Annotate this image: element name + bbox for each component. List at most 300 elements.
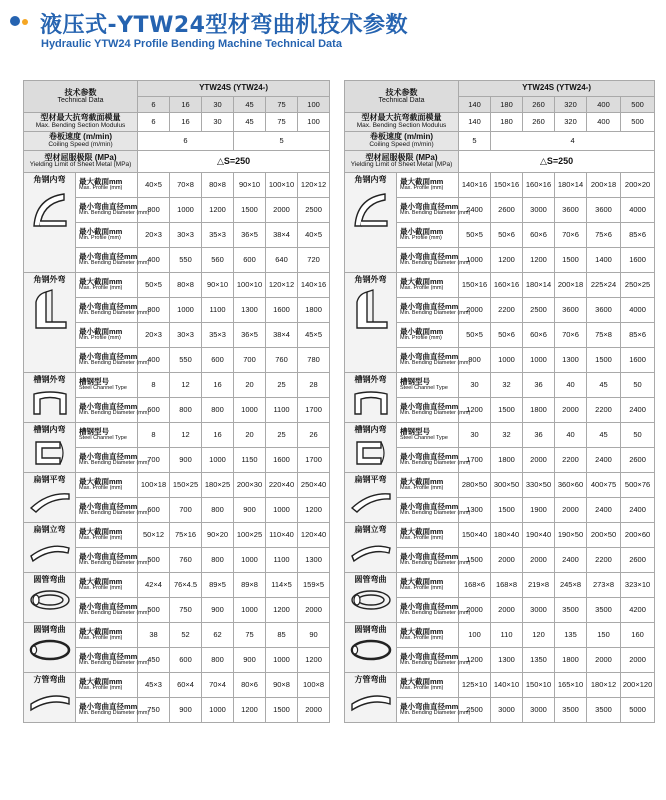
parameter-label — [76, 398, 150, 423]
value-cell: 273×8 — [587, 573, 621, 598]
value-cell: 20 — [234, 423, 266, 448]
speed-label-cn: 卷板速度 (m/min) — [369, 132, 434, 142]
yield-label — [345, 151, 459, 173]
parameter-label — [76, 648, 150, 673]
yield-label-en: Yielding Limit of Sheet Metal (MPa) — [29, 161, 132, 169]
speed-label-cn: 卷板速度 (m/min) — [48, 132, 113, 142]
category-cell — [345, 523, 397, 573]
parameter-label-en: Steel Channel Type — [79, 435, 127, 442]
parameter-label-en: Min. Bending Diameter (mm) — [79, 560, 150, 567]
parameter-label-cn: 最小弯曲直径mm — [400, 602, 459, 612]
angle-out-icon — [345, 288, 396, 330]
speed-label — [24, 132, 138, 151]
value-cell: 28 — [298, 373, 330, 398]
value-cell: 1600 — [621, 348, 655, 373]
parameter-label — [76, 373, 138, 398]
header-label-cn: 技术参数 — [385, 87, 418, 97]
value-cell: 45×3 — [138, 673, 170, 698]
value-cell: 2000 — [555, 498, 587, 523]
model-cell: 30 — [202, 97, 234, 113]
value-cell: 800 — [202, 498, 234, 523]
parameter-label-cn: 最小弯曲直径mm — [79, 502, 138, 512]
parameter-label-en: Max. Profile (mm) — [79, 635, 123, 642]
value-cell: 30 — [459, 423, 491, 448]
model-cell: 500 — [621, 97, 655, 113]
parameter-label-en: Min. Bending Diameter (mm) — [400, 360, 471, 367]
parameter-label-en: Max. Profile (mm) — [79, 685, 123, 692]
model-cell: 75 — [266, 97, 298, 113]
model-cell: 140 — [459, 97, 491, 113]
parameter-label-en: Max. Profile (mm) — [400, 485, 444, 492]
value-cell: 780 — [298, 348, 330, 373]
value-cell: 100×10 — [266, 173, 298, 198]
modulus-cell: 260 — [523, 113, 555, 132]
parameter-label-cn: 最大截面mm — [400, 477, 444, 487]
category-cell — [24, 623, 76, 673]
value-cell: 1500 — [491, 398, 523, 423]
category-name: 扁钢平弯 — [33, 475, 66, 484]
value-cell: 219×8 — [523, 573, 555, 598]
value-cell: 323×10 — [621, 573, 655, 598]
table-row — [345, 423, 655, 448]
speed-label-en: Coiling Speed (m/min) — [369, 140, 434, 148]
value-cell: 400 — [138, 348, 170, 373]
parameter-label-cn: 最小弯曲直径mm — [400, 502, 459, 512]
value-cell: 600 — [138, 498, 170, 523]
value-cell: 120×12 — [298, 173, 330, 198]
parameter-label-cn: 槽钢型号 — [400, 427, 430, 437]
parameter-label-cn: 最小弯曲直径mm — [79, 352, 138, 362]
category-cell — [345, 623, 397, 673]
category-name: 方管弯曲 — [354, 675, 387, 684]
value-cell: 140×16 — [459, 173, 491, 198]
modulus-label — [345, 113, 459, 132]
value-cell: 200×20 — [621, 173, 655, 198]
value-cell: 150 — [587, 623, 621, 648]
value-cell: 1200 — [523, 248, 555, 273]
parameter-label — [397, 573, 459, 598]
value-cell: 125×10 — [459, 673, 491, 698]
value-cell: 160×16 — [523, 173, 555, 198]
category-name: 角钢外弯 — [33, 275, 66, 284]
value-cell: 2500 — [523, 298, 555, 323]
value-cell: 45 — [587, 373, 621, 398]
value-cell: 30×3 — [170, 223, 202, 248]
value-cell: 1200 — [459, 648, 491, 673]
parameter-label-en: Min. Bending Diameter (mm) — [79, 410, 150, 417]
modulus-cell: 16 — [170, 113, 202, 132]
value-cell: 1000 — [266, 648, 298, 673]
value-cell: 1000 — [234, 598, 266, 623]
value-cell: 42×4 — [138, 573, 170, 598]
parameter-label-en: Min. Bending Diameter (mm) — [79, 610, 150, 617]
category-name: 方管弯曲 — [33, 675, 66, 684]
value-cell: 114×5 — [266, 573, 298, 598]
bullet-dot-icon — [22, 19, 28, 25]
yield-cell: △S=250 — [459, 151, 655, 173]
value-cell: 1200 — [298, 498, 330, 523]
model-series-header — [138, 81, 330, 97]
parameter-label-cn: 槽钢型号 — [79, 377, 109, 387]
value-cell: 1000 — [491, 348, 523, 373]
value-cell: 1100 — [266, 398, 298, 423]
parameter-label-en: Min. Bending Diameter (mm) — [79, 510, 150, 517]
parameter-label — [76, 698, 150, 723]
parameter-label-en: Min. Profile (mm) — [79, 235, 121, 242]
parameter-label-en: Max. Profile (mm) — [79, 585, 123, 592]
parameter-label-en: Steel Channel Type — [400, 435, 448, 442]
value-cell: 190×50 — [555, 523, 587, 548]
value-cell: 75×8 — [587, 323, 621, 348]
value-cell: 12 — [170, 423, 202, 448]
value-cell: 600 — [234, 248, 266, 273]
parameter-label — [76, 423, 138, 448]
value-cell: 60×4 — [170, 673, 202, 698]
value-cell: 26 — [298, 423, 330, 448]
value-cell: 3500 — [555, 598, 587, 623]
value-cell: 2000 — [298, 598, 330, 623]
value-cell: 1500 — [491, 498, 523, 523]
parameter-label-cn: 最大截面mm — [400, 277, 444, 287]
model-cell: 260 — [523, 97, 555, 113]
value-cell: 2000 — [621, 648, 655, 673]
value-cell: 1500 — [459, 548, 491, 573]
value-cell: 1700 — [298, 398, 330, 423]
value-cell: 90×10 — [202, 273, 234, 298]
value-cell: 300×50 — [491, 473, 523, 498]
yield-label-en: Yielding Limit of Sheet Metal (MPa) — [350, 161, 453, 169]
square-tube-icon — [345, 688, 396, 712]
value-cell: 760 — [170, 548, 202, 573]
value-cell: 135 — [555, 623, 587, 648]
model-cell: 6 — [138, 97, 170, 113]
parameter-label-en: Min. Bending Diameter (mm) — [400, 460, 471, 467]
value-cell: 85×6 — [621, 223, 655, 248]
value-cell: 70×6 — [555, 323, 587, 348]
parameter-label-en: Min. Bending Diameter (mm) — [79, 310, 150, 317]
value-cell: 900 — [170, 448, 202, 473]
parameter-label — [76, 348, 150, 373]
value-cell: 900 — [170, 698, 202, 723]
value-cell: 1000 — [234, 548, 266, 573]
value-cell: 50×5 — [459, 323, 491, 348]
parameter-label-cn: 最小弯曲直径mm — [79, 552, 138, 562]
parameter-label — [76, 248, 150, 273]
value-cell: 800 — [138, 198, 170, 223]
parameter-label — [397, 323, 459, 348]
value-cell: 5000 — [621, 698, 655, 723]
header-label-en: Technical Data — [378, 97, 425, 105]
value-cell: 40×5 — [138, 173, 170, 198]
value-cell: 1000 — [170, 198, 202, 223]
value-cell: 280×50 — [459, 473, 491, 498]
table-row — [24, 623, 330, 648]
value-cell: 50×5 — [459, 223, 491, 248]
value-cell: 120 — [523, 623, 555, 648]
value-cell: 90×8 — [266, 673, 298, 698]
yield-cell: △S=250 — [138, 151, 330, 173]
parameter-label-en: Min. Bending Diameter (mm) — [400, 310, 471, 317]
value-cell: 120×40 — [298, 523, 330, 548]
parameter-label-cn: 最大截面mm — [79, 527, 123, 537]
table-row — [345, 623, 655, 648]
value-cell: 500 — [138, 548, 170, 573]
parameter-label-en: Min. Bending Diameter (mm) — [400, 710, 471, 717]
value-cell: 2000 — [555, 398, 587, 423]
parameter-label-en: Min. Bending Diameter (mm) — [79, 660, 150, 667]
model-cell: 180 — [491, 97, 523, 113]
value-cell: 180×14 — [555, 173, 587, 198]
category-name: 圆管弯曲 — [354, 575, 387, 584]
parameter-label-en: Min. Bending Diameter (mm) — [400, 510, 471, 517]
parameter-label-cn: 最小弯曲直径mm — [400, 402, 459, 412]
value-cell: 2000 — [523, 548, 555, 573]
value-cell: 1600 — [266, 448, 298, 473]
table-row — [24, 173, 330, 198]
category-cell — [24, 473, 76, 523]
value-cell: 1200 — [266, 598, 298, 623]
value-cell: 150×40 — [459, 523, 491, 548]
parameter-label — [397, 673, 459, 698]
value-cell: 3600 — [555, 298, 587, 323]
parameter-label-cn: 最小截面mm — [79, 327, 123, 337]
parameter-label-cn: 最小弯曲直径mm — [400, 552, 459, 562]
value-cell: 35×3 — [202, 223, 234, 248]
modulus-cell: 6 — [138, 113, 170, 132]
parameter-label-cn: 最大截面mm — [79, 677, 123, 687]
value-cell: 1600 — [266, 298, 298, 323]
value-cell: 1300 — [555, 348, 587, 373]
value-cell: 110 — [491, 623, 523, 648]
value-cell: 750 — [138, 698, 170, 723]
modulus-label-en: Max. Bending Section Modulus — [35, 121, 126, 129]
value-cell: 3600 — [587, 298, 621, 323]
parameter-label-cn: 最大截面mm — [400, 627, 444, 637]
value-cell: 1000 — [202, 448, 234, 473]
value-cell: 35×3 — [202, 323, 234, 348]
value-cell: 50 — [621, 373, 655, 398]
value-cell: 1300 — [459, 498, 491, 523]
value-cell: 400×75 — [587, 473, 621, 498]
value-cell: 200×120 — [621, 673, 655, 698]
value-cell: 159×5 — [298, 573, 330, 598]
table-row — [24, 523, 330, 548]
value-cell: 2200 — [555, 448, 587, 473]
parameter-label-cn: 最小弯曲直径mm — [79, 602, 138, 612]
value-cell: 2000 — [459, 298, 491, 323]
value-cell: 3000 — [523, 598, 555, 623]
category-cell — [24, 523, 76, 573]
value-cell: 3500 — [587, 698, 621, 723]
value-cell: 140×10 — [491, 673, 523, 698]
value-cell: 4200 — [621, 598, 655, 623]
value-cell: 8 — [138, 373, 170, 398]
value-cell: 1300 — [491, 648, 523, 673]
value-cell: 36 — [523, 373, 555, 398]
table-header-row — [345, 81, 655, 97]
yield-row — [345, 151, 655, 173]
technical-data-header — [24, 81, 138, 113]
parameter-label — [397, 598, 471, 623]
parameter-label-en: Min. Bending Diameter (mm) — [79, 460, 150, 467]
parameter-label-cn: 最大截面mm — [79, 177, 123, 187]
value-cell: 12 — [170, 373, 202, 398]
parameter-label-cn: 最小弯曲直径mm — [400, 252, 459, 262]
speed-cell: 5 — [459, 132, 491, 151]
parameter-label — [397, 548, 471, 573]
category-name: 槽钢内弯 — [33, 425, 66, 434]
value-cell: 1900 — [523, 498, 555, 523]
category-name: 槽钢外弯 — [354, 375, 387, 384]
modulus-cell: 100 — [298, 113, 330, 132]
value-cell: 36×5 — [234, 223, 266, 248]
value-cell: 70×8 — [170, 173, 202, 198]
value-cell: 1800 — [555, 648, 587, 673]
value-cell: 800 — [202, 398, 234, 423]
value-cell: 1700 — [459, 448, 491, 473]
value-cell: 190×40 — [523, 523, 555, 548]
value-cell: 200×18 — [555, 273, 587, 298]
category-cell — [24, 373, 76, 423]
modulus-cell: 400 — [587, 113, 621, 132]
category-cell — [345, 473, 397, 523]
value-cell: 3500 — [587, 598, 621, 623]
speed-cell: 4 — [491, 132, 655, 151]
category-cell — [345, 673, 397, 723]
speed-row — [24, 132, 330, 151]
parameter-label — [397, 523, 459, 548]
value-cell: 30×3 — [170, 323, 202, 348]
value-cell: 60×6 — [523, 223, 555, 248]
value-cell: 150×16 — [459, 273, 491, 298]
round-tube-icon — [24, 588, 75, 612]
modulus-label-cn: 型材最大抗弯截面模量 — [40, 113, 121, 123]
value-cell: 20 — [234, 373, 266, 398]
value-cell: 16 — [202, 423, 234, 448]
modulus-row — [345, 113, 655, 132]
page-subtitle: Hydraulic YTW24 Profile Bending Machine Technical Data — [41, 38, 342, 50]
parameter-label — [76, 298, 150, 323]
value-cell: 900 — [202, 598, 234, 623]
value-cell: 160×16 — [491, 273, 523, 298]
value-cell: 2000 — [459, 598, 491, 623]
parameter-label-cn: 最大截面mm — [79, 627, 123, 637]
value-cell: 800 — [202, 548, 234, 573]
parameter-label-en: Max. Profile (mm) — [400, 185, 444, 192]
parameter-label-cn: 最小弯曲直径mm — [400, 702, 459, 712]
parameter-label — [397, 248, 471, 273]
value-cell: 1500 — [555, 248, 587, 273]
value-cell: 1500 — [587, 348, 621, 373]
page-header — [0, 0, 666, 60]
value-cell: 2000 — [491, 598, 523, 623]
modulus-cell: 180 — [491, 113, 523, 132]
value-cell: 800 — [170, 398, 202, 423]
parameter-label-cn: 最小截面mm — [400, 227, 444, 237]
parameter-label-cn: 最小弯曲直径mm — [79, 652, 138, 662]
parameter-label — [397, 473, 459, 498]
modulus-cell: 500 — [621, 113, 655, 132]
parameter-label-en: Min. Bending Diameter (mm) — [400, 210, 471, 217]
category-name: 扁钢平弯 — [354, 475, 387, 484]
category-name: 槽钢内弯 — [354, 425, 387, 434]
parameter-label-en: Max. Profile (mm) — [400, 585, 444, 592]
value-cell: 220×40 — [266, 473, 298, 498]
value-cell: 90×20 — [202, 523, 234, 548]
parameter-label — [397, 498, 471, 523]
category-cell — [345, 423, 397, 473]
value-cell: 85 — [266, 623, 298, 648]
value-cell: 40 — [555, 423, 587, 448]
value-cell: 180×40 — [491, 523, 523, 548]
parameter-label — [76, 548, 150, 573]
value-cell: 150×16 — [491, 173, 523, 198]
table-row — [345, 273, 655, 298]
value-cell: 3600 — [555, 198, 587, 223]
value-cell: 100 — [459, 623, 491, 648]
value-cell: 165×10 — [555, 673, 587, 698]
parameter-label-cn: 最小弯曲直径mm — [79, 402, 138, 412]
parameter-label — [397, 273, 459, 298]
table-row — [24, 373, 330, 398]
value-cell: 2400 — [587, 448, 621, 473]
category-cell — [345, 273, 397, 373]
table-row — [24, 473, 330, 498]
round-tube-icon — [345, 588, 396, 612]
yield-label-cn: 型材屈服极限 (MPa) — [44, 152, 117, 162]
parameter-label-en: Steel Channel Type — [400, 385, 448, 392]
value-cell: 36 — [523, 423, 555, 448]
parameter-label-cn: 槽钢型号 — [79, 427, 109, 437]
modulus-cell: 140 — [459, 113, 491, 132]
channel-in-icon — [24, 438, 75, 468]
category-cell — [24, 673, 76, 723]
value-cell: 20×3 — [138, 223, 170, 248]
value-cell: 30 — [459, 373, 491, 398]
parameter-label — [76, 523, 138, 548]
value-cell: 80×8 — [170, 273, 202, 298]
angle-out-icon — [24, 288, 75, 330]
parameter-label-en: Max. Profile (mm) — [79, 485, 123, 492]
value-cell: 700 — [170, 498, 202, 523]
parameter-label-en: Min. Profile (mm) — [400, 335, 442, 342]
parameter-label-en: Min. Bending Diameter (mm) — [79, 360, 150, 367]
value-cell: 1300 — [234, 298, 266, 323]
value-cell: 1200 — [459, 398, 491, 423]
category-cell — [24, 273, 76, 373]
page-title: 液压式-YTW24型材弯曲机技术参数 — [40, 13, 408, 38]
flat-bar-edge-icon — [24, 538, 75, 564]
value-cell: 2400 — [621, 498, 655, 523]
table-row — [24, 673, 330, 698]
category-name: 圆管弯曲 — [33, 575, 66, 584]
value-cell: 720 — [298, 248, 330, 273]
value-cell: 25 — [266, 423, 298, 448]
value-cell: 1000 — [459, 248, 491, 273]
value-cell: 250×40 — [298, 473, 330, 498]
value-cell: 1000 — [170, 298, 202, 323]
parameter-label-cn: 最大截面mm — [400, 577, 444, 587]
parameter-label-cn: 最小弯曲直径mm — [79, 452, 138, 462]
value-cell: 2200 — [491, 298, 523, 323]
value-cell: 8 — [138, 423, 170, 448]
category-cell — [345, 573, 397, 623]
value-cell: 2000 — [523, 448, 555, 473]
parameter-label — [397, 623, 459, 648]
parameter-label — [397, 173, 459, 198]
value-cell: 560 — [202, 248, 234, 273]
parameter-label-en: Min. Bending Diameter (mm) — [79, 710, 150, 717]
